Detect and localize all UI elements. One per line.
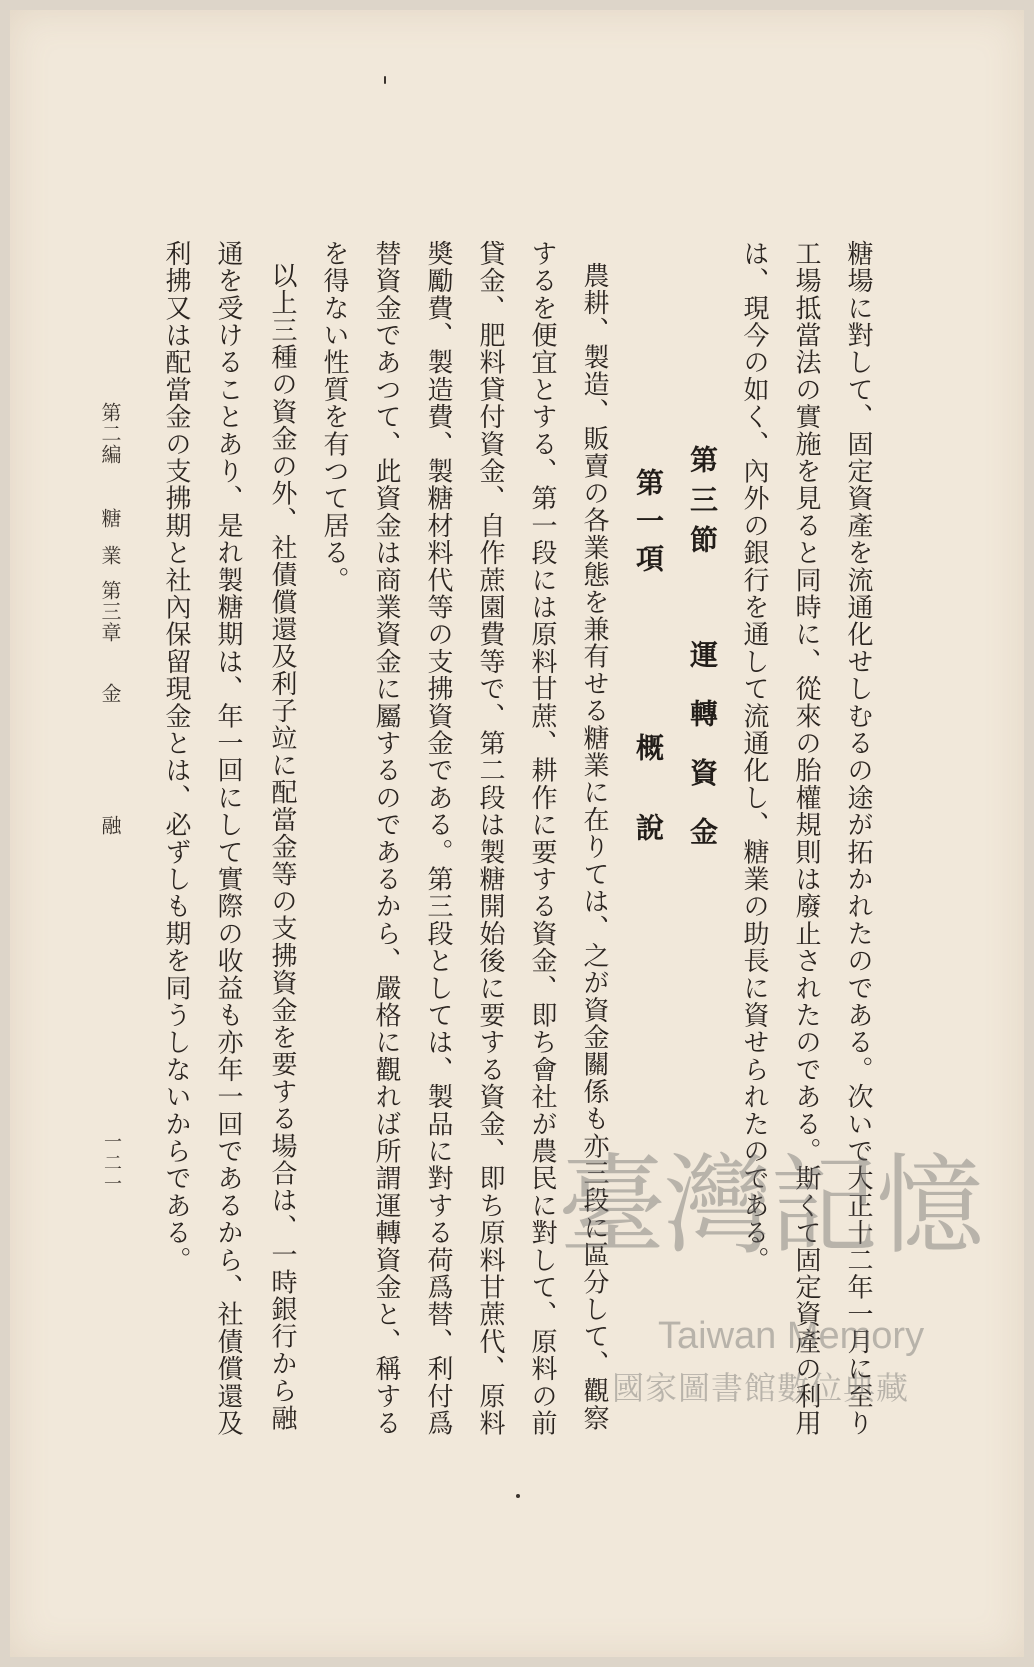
text-column: を得ない性質を有つて居る。	[319, 240, 349, 594]
text-column: 替資金であつて、此資金は商業資金に屬するのであるから、嚴格に觀れば所謂運轉資金と、稱する	[371, 240, 401, 1437]
text-column: 糖場に對して、固定資產を流通化せしむるの途が拓かれたのである。次いで大正十二年一月に至り	[843, 240, 873, 1437]
text-column: 通を受けることあり、是れ製糖期は、年一回にして實際の收益も亦年一回であるから、社債償還及	[213, 240, 243, 1437]
text-column: 貸金、肥料貸付資金、自作蔗園費等で、第二段は製糖開始後に要する資金、即ち原料甘蔗代、原料	[475, 240, 505, 1437]
scan-speck	[516, 1494, 520, 1498]
subsection-number: 第一項	[632, 468, 665, 582]
watermark-logo: 臺灣記憶	[558, 1144, 983, 1269]
running-head-part-title: 糖業	[98, 508, 122, 582]
running-head-chapter-title: 金融	[98, 683, 122, 947]
section-number: 第三節	[686, 445, 719, 565]
text-column: 農耕、製造、販賣の各業態を兼有せる糖業に在りては、之が資金關係も亦三段に區分して、觀察	[579, 262, 609, 1432]
text-column: 利拂又は配當金の支拂期と社內保留現金とは、必ずしも期を同うしないからである。	[161, 240, 191, 1274]
book-page	[10, 10, 1024, 1657]
text-column: は、現今の如く、內外の銀行を通して流通化し、糖業の助長に資せられたのである。	[739, 240, 769, 1274]
running-head-part: 第二編	[98, 402, 122, 465]
text-column: 工場抵當法の實施を見ると同時に、從來の胎權規則は廢止されたのである。斯くて固定資產の利用	[791, 240, 821, 1437]
scan-speck	[384, 76, 386, 84]
section-title: 運轉資金	[686, 640, 719, 876]
text-column: するを便宜とする、第一段には原料甘蔗、耕作に要する資金、即ち會社が農民に對して、原料の前	[527, 240, 557, 1437]
running-head-chapter: 第三章	[98, 580, 122, 643]
text-column: 奬勵費、製造費、製糖材料代等の支拂資金である。第三段としては、製品に對する荷爲替、利付爲	[423, 240, 453, 1437]
subsection-title: 概說	[632, 733, 665, 893]
page-number: 一二一	[101, 1132, 122, 1195]
watermark-institution: 國家圖書館數位典藏	[612, 1369, 910, 1407]
watermark-english: Taiwan Memory	[658, 1315, 925, 1357]
text-column: 以上三種の資金の外、社債償還及利子竝に配當金等の支拂資金を要する場合は、一時銀行から融	[267, 262, 297, 1432]
